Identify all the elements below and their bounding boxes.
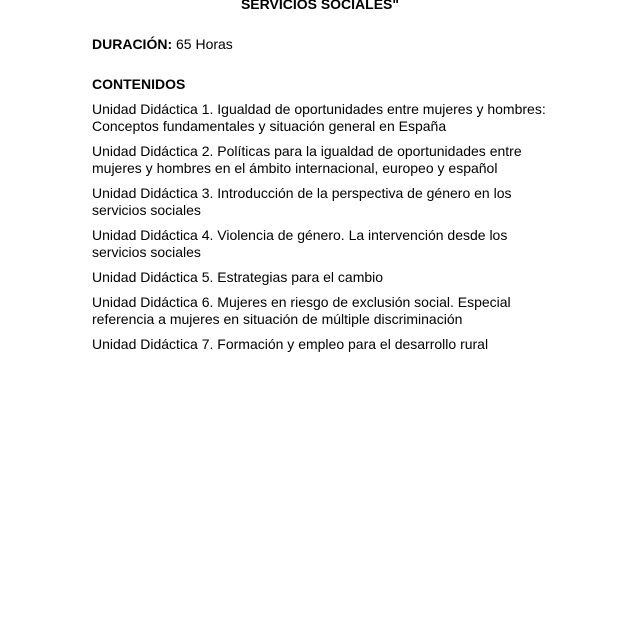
course-title: SERVICIOS SOCIALES" [240, 0, 400, 12]
duration-value: 65 Horas [176, 36, 233, 52]
contents-heading: CONTENIDOS [92, 76, 186, 92]
units-list [92, 101, 562, 361]
unit-item: Unidad Didáctica 1. Igualdad de oportunidades entre mujeres y hombres: Conceptos fundamentales y situación general en España [92, 101, 546, 134]
duration-line [92, 35, 233, 53]
unit-item: Unidad Didáctica 2. Políticas para la igualdad de oportunidades entre mujeres y hombres en el ámbito internacional, europeo y español [92, 143, 522, 176]
unit-item: Unidad Didáctica 4. Violencia de género. La intervención desde los servicios sociales [92, 227, 508, 260]
unit-item: Unidad Didáctica 3. Introducción de la perspectiva de género en los servicios sociales [92, 185, 512, 218]
unit-item: Unidad Didáctica 7. Formación y empleo para el desarrollo rural [92, 336, 489, 352]
unit-item: Unidad Didáctica 6. Mujeres en riesgo de exclusión social. Especial referencia a mujeres en situación de múltiple discriminación [92, 294, 511, 327]
duration-label: DURACIÓN: [92, 36, 173, 52]
unit-item: Unidad Didáctica 5. Estrategias para el cambio [92, 269, 384, 285]
